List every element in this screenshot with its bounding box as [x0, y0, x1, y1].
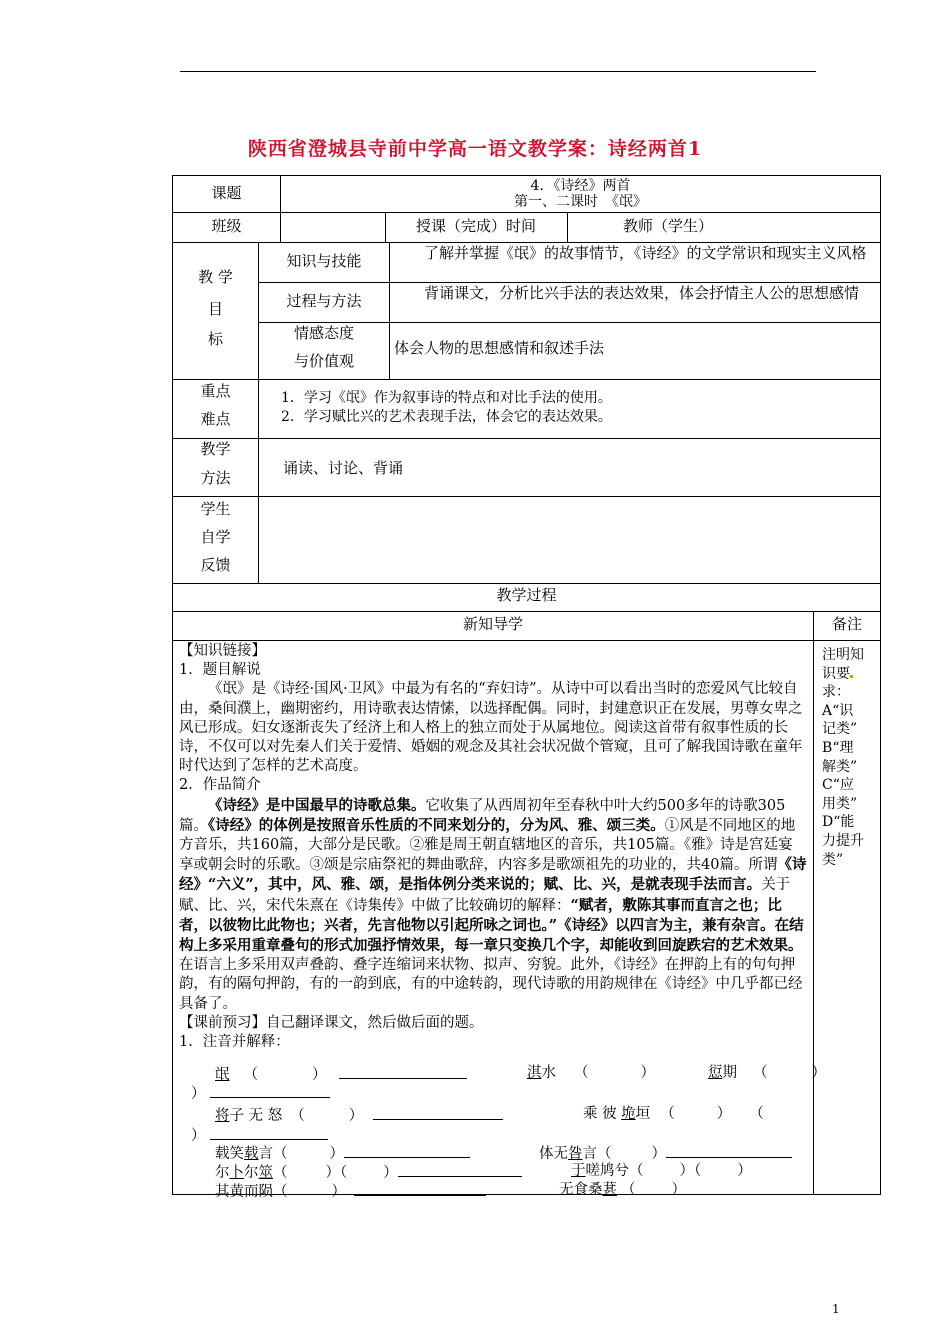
remark-line: 力提升: [822, 832, 864, 849]
goals-label-1: 教 学: [198, 268, 233, 286]
feedback-label-3: 反馈: [200, 556, 231, 574]
method-text: 诵读、讨论、背诵: [283, 459, 404, 477]
lesson-plan-table: [172, 175, 881, 1200]
answer-blank[interactable]: [373, 1105, 503, 1120]
answer-blank[interactable]: [339, 1064, 467, 1079]
answer-blank[interactable]: [666, 1143, 792, 1158]
remark-line: 记类”: [822, 721, 858, 738]
answer-blank[interactable]: [354, 1181, 486, 1196]
row-divider: [173, 379, 880, 380]
goal-knowledge-label: 知识与技能: [286, 252, 362, 270]
col-divider: [567, 212, 568, 242]
time-label: 授课（完成）时间: [415, 217, 536, 235]
teacher-label: 教师（学生）: [623, 217, 714, 235]
row-divider: [258, 282, 880, 283]
remark-line: B“理: [822, 739, 854, 756]
knowledge-link-heading: 【知识链接】: [179, 643, 266, 659]
class-label: 班级: [211, 217, 242, 235]
section-2-text: 《诗经》是中国最早的诗歌总集。它收集了从西周初年至春秋中叶大约500多年的诗歌305篇。《诗经》的体例是按照音乐性质的不同来划分的，分为风、雅、颂三类。①风是不同地区的地方音乐，共160篇，大部分是民歌。②雅是周王朝直辖地区的音乐，共105篇。《雅》诗是宫廷宴享或朝会时的乐歌。③颂是宗庙祭祀的舞曲歌辞，内容多是歌颂祖先的功业的，共40篇。所谓《诗经》“六义”，其中，风、雅、颂，是指体例分类来说的；赋、比、兴，是就表现手法而言。关于赋、比、兴，宋代朱熹在《诗集传》中做了比较确切的解释：“赋者，敷陈其事而直言之也；比者，以彼物比此物也；兴者，先言他物以引起所咏之词也。”《诗经》以四言为主，兼有杂言。在结构上多采用重章叠句的形式加强抒情效果，每一章只变换几个字，却能收到回旋跌宕的艺术效果。在语言上多采用双声叠韵、叠字连缩词来状物、拟声、穷貌。此外，《诗经》在押韵上有的句句押韵，有的隔句押韵，有的一韵到底，有的中途转韵，现代诗歌的用韵规律在《诗经》中几乎都已经具备了。: [179, 796, 807, 1012]
exercise-guiyuan: 乘 彼 垝垣 （ ） （: [583, 1106, 764, 1122]
header-rule: [180, 71, 816, 72]
exercise-sangshen: 无食桑葚 （ ）: [559, 1182, 686, 1198]
row-divider: [173, 640, 880, 641]
highlight-dot: [850, 675, 853, 678]
guide-title: 新知导学: [462, 615, 523, 633]
row-divider: [173, 242, 880, 243]
remark-line: 识要: [822, 665, 880, 684]
feedback-label-1: 学生: [200, 500, 231, 518]
exercise-yujie: 于嗟鸠兮（ ）（ ）: [571, 1163, 752, 1179]
topic-label: 课题: [211, 184, 242, 202]
remark-line: A“识: [822, 702, 854, 719]
row-divider: [173, 583, 880, 584]
answer-blank[interactable]: [398, 1162, 522, 1177]
answer-blank[interactable]: [210, 1125, 328, 1140]
goal-process-text: 背诵课文，分析比兴手法的表达效果，体会抒情主人公的思想感情: [424, 284, 860, 302]
exercise-tiwu: 体无咎言（ ）: [539, 1143, 792, 1164]
exercise-jiangzi: 将子 无 怒 （ ）: [215, 1105, 503, 1126]
answer-blank[interactable]: [344, 1143, 470, 1158]
guide-content: [179, 642, 807, 1052]
remark-line: 类”: [822, 851, 844, 868]
answer-blank[interactable]: [210, 1083, 330, 1098]
col-divider: [389, 242, 390, 379]
goal-attitude-text: 体会人物的思想感情和叙述手法: [394, 339, 605, 357]
remark-line: 求：: [822, 684, 850, 701]
exercise-qihuang: 其黄而陨（ ）: [215, 1181, 486, 1202]
keypoints-label-1: 重点: [200, 382, 231, 400]
remark-line: D“能: [822, 814, 855, 831]
exercise-qianqi: 愆期 （ ）: [708, 1065, 826, 1081]
feedback-label-2: 自学: [200, 528, 231, 546]
topic-line-2: 第一、二课时 《氓》: [514, 194, 647, 210]
exercise-qishui: 淇水 （ ）: [527, 1065, 655, 1081]
process-title: 教学过程: [496, 586, 557, 604]
remark-line: 注明知: [822, 647, 864, 663]
keypoint-2: 2．学习赋比兴的艺术表现手法，体会它的表达效果。: [281, 409, 612, 425]
exercise-zaixiao: 载笑载言（ ）: [215, 1143, 470, 1164]
exercise-erbu: 尔卜尔筮（ ）（ ）: [215, 1162, 522, 1183]
method-label-1: 教学: [200, 440, 231, 458]
goal-attitude-label-1: 情感态度: [293, 324, 354, 342]
goal-attitude-label-2: 与价值观: [293, 352, 354, 370]
remark-line: 解类”: [822, 758, 858, 775]
exercise-jiangzi-line2: ）: [191, 1125, 328, 1146]
exercise-meng: 氓 （ ）: [215, 1064, 467, 1085]
question-1-heading: 1．注音并解释：: [179, 1034, 290, 1051]
row-divider: [258, 322, 880, 323]
row-divider: [173, 438, 880, 439]
row-divider: [173, 611, 880, 612]
document-title: 陕西省澄城县寺前中学高一语文教学案：诗经两首1: [247, 138, 703, 160]
goal-knowledge-text: 了解并掌握《氓》的故事情节，《诗经》的文学常识和现实主义风格: [424, 244, 867, 262]
keypoint-1: 1．学习《氓》作为叙事诗的特点和对比手法的使用。: [281, 390, 612, 406]
section-1-heading: 1．题目解说: [179, 662, 261, 679]
method-label-2: 方法: [200, 469, 231, 487]
remark-line: 用类”: [822, 795, 858, 812]
goals-label-2: 目: [207, 300, 223, 318]
topic-line-1: 4．《诗经》两首: [530, 178, 631, 194]
col-divider: [813, 611, 814, 1194]
goals-label-3: 标: [207, 330, 223, 348]
remark-notes: [822, 646, 880, 869]
remark-line: C“应: [822, 777, 854, 794]
row-divider: [173, 496, 880, 497]
page-number: 1: [832, 1302, 840, 1316]
keypoints-label-2: 难点: [200, 410, 231, 428]
exercise-meng-line2: ）: [191, 1083, 330, 1104]
remark-title: 备注: [831, 615, 862, 633]
section-1-text: 《氓》是《诗经·国风·卫风》中最为有名的“弃妇诗”。从诗中可以看出当时的恋爱风气比较自由，桑间濮上，幽期密约，用诗歌表达情愫，以选择配偶。同时，封建意识正在发展，男尊女卑之风已形成。妇女逐渐丧失了经济上和人格上的独立而处于从属地位。阅读这首带有叙事性质的长诗，不仅可以对先秦人们关于爱情、婚姻的观念及其社会状况做个管窥，且可了解我国诗歌在童年时代达到了怎样的艺术高度。: [179, 681, 803, 775]
goal-process-label: 过程与方法: [286, 292, 362, 310]
section-2-heading: 2．作品简介: [179, 777, 261, 794]
preview-line: 【课前预习】自己翻译课文，然后做后面的题。: [179, 1014, 484, 1031]
